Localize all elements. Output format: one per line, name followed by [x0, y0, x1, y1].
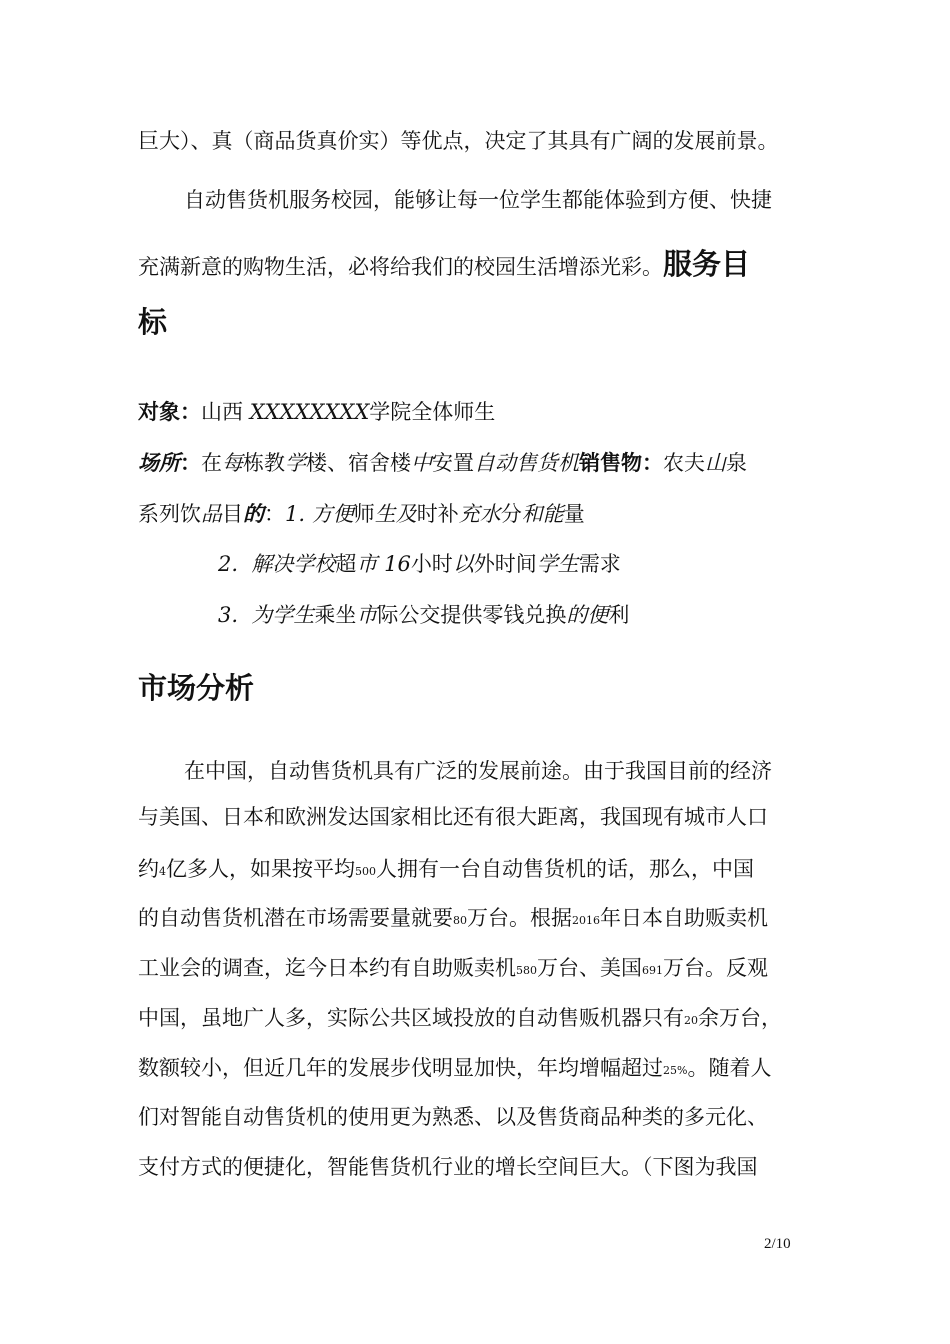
paragraph-line [138, 1004, 782, 1035]
target-text: 学院全体师生 [369, 400, 496, 424]
text-run: 中国，虽地广人多，实际公共区域投放的自动售贩机器只有 [138, 1006, 684, 1030]
text-run: 量 [563, 502, 585, 526]
text-run: 生及 [374, 502, 417, 526]
text-run: 栋教 [243, 451, 285, 475]
paragraph-line [138, 855, 754, 886]
paragraph-line: 与美国、日本和欧洲发达国家相比还有很大距离，我国现有城市人口 [138, 805, 768, 829]
text-run: 工业会的调查，迄今日本约有自助贩卖机 [138, 956, 516, 980]
paragraph-line [138, 904, 768, 935]
text-run: 约 [138, 857, 159, 881]
text-run: 在 [201, 451, 222, 475]
paragraph-line: 们对智能自动售货机的使用更为熟悉、以及售货商品种类的多元化、 [138, 1105, 768, 1129]
page-number: 2/10 [764, 1236, 791, 1252]
goal-label: 的 [243, 502, 264, 526]
text-run: 自动售货机 [474, 451, 579, 475]
text-run: 充满新意的购物生活，必将给我们的校园生活增添光彩。 [138, 255, 663, 279]
goal-item-3 [218, 601, 629, 629]
target-placeholder: XXXXXXXX [249, 400, 370, 424]
text-run: 师 [353, 502, 375, 526]
text-run: 万台、美国 [537, 956, 642, 980]
paragraph-line: 巨大）、真（商品货真价实）等优点，决定了其具有广阔的发展前景。 [138, 129, 779, 153]
sell-label: 销售物 [579, 451, 642, 475]
paragraph-line [138, 954, 768, 985]
text-run: 市 [356, 603, 378, 627]
number: 25% [663, 1064, 688, 1077]
text-run: 学 [285, 451, 306, 475]
target-label: 对象 [138, 400, 180, 424]
target-text: 山西 [201, 400, 250, 424]
text-run: 每 [222, 451, 243, 475]
text-run: 亿多人，如果按平均 [166, 857, 355, 881]
text-run: 的自动售货机潜在市场需要量就要 [138, 906, 453, 930]
target-line [138, 398, 495, 426]
text-run: 超 [335, 552, 357, 576]
text-run: 。随着人 [687, 1056, 772, 1080]
paragraph-line: 在中国，自动售货机具有广泛的发展前途。由于我国目前的经济 [184, 759, 772, 783]
goal-colon: ： [264, 502, 285, 526]
number: 20 [684, 1014, 698, 1027]
text-run: 充水 [458, 502, 501, 526]
text-run: 需求 [578, 552, 621, 576]
paragraph-line [138, 246, 750, 282]
text-run: 小时 [410, 552, 453, 576]
text-run: 余万台， [698, 1006, 782, 1030]
place-colon: ： [180, 451, 201, 475]
paragraph-line: 自动售货机服务校园，能够让每一位学生都能体验到方便、快捷 [184, 188, 772, 212]
text-run: 农夫 [663, 451, 705, 475]
number: 4 [159, 865, 166, 878]
text-run: 系列饮 [138, 502, 201, 526]
text-run: 和能 [521, 502, 564, 526]
text-run: 楼、宿舍楼 [306, 451, 411, 475]
text-run: 人拥有一台自动售货机的话，那么，中国 [376, 857, 754, 881]
text-run: 乘坐 [314, 603, 357, 627]
goal-item-2 [218, 550, 621, 578]
number: 580 [516, 964, 537, 977]
place-label: 场所 [138, 451, 180, 475]
paragraph-line [138, 1054, 771, 1085]
text-run: 为学生 [251, 603, 315, 627]
number: 80 [453, 914, 467, 927]
text-run: 时补 [416, 502, 459, 526]
goal-number: 3. [218, 603, 239, 627]
section-heading-market-analysis: 市场分析 [138, 671, 255, 705]
goal-label: 目 [222, 502, 243, 526]
text-run: 分 [500, 502, 522, 526]
text-run: 数额较小，但近几年的发展步伐明显加快，年均增幅超过 [138, 1056, 663, 1080]
target-colon: ： [180, 400, 201, 424]
text-run: 安置 [432, 451, 474, 475]
number: 2016 [572, 914, 600, 927]
text-run: 万台。根据 [467, 906, 572, 930]
text-run: 山 [705, 451, 726, 475]
section-heading-service-goals: 服务目 [663, 247, 751, 281]
text-run: 学生 [536, 552, 579, 576]
text-run: 解决学校 [251, 552, 336, 576]
number: 500 [355, 865, 376, 878]
text-run: 际公交提供零钱兑换 [377, 603, 567, 627]
sell-colon: ： [642, 451, 663, 475]
text-run: 的便 [566, 603, 609, 627]
text-run: 以 [452, 552, 474, 576]
number: 691 [642, 964, 663, 977]
text-run: 外时间 [473, 552, 537, 576]
text-run: 年日本自助贩卖机 [600, 906, 768, 930]
text-run: 方便 [311, 502, 354, 526]
section-heading-service-goals-cont: 标 [138, 305, 168, 339]
goal-number: 2. [218, 552, 239, 576]
place-line [138, 449, 747, 477]
text-run: 泉 [726, 451, 747, 475]
text-run: 市 16 [356, 552, 411, 576]
text-run: 中 [411, 451, 432, 475]
goal-line [138, 500, 585, 528]
text-run: 利 [608, 603, 630, 627]
text-run: 品 [201, 502, 222, 526]
goal-number: 1. [285, 502, 306, 526]
text-run: 万台。反观 [663, 956, 768, 980]
paragraph-line: 支付方式的便捷化，智能售货机行业的增长空间巨大。（下图为我国 [138, 1155, 758, 1179]
